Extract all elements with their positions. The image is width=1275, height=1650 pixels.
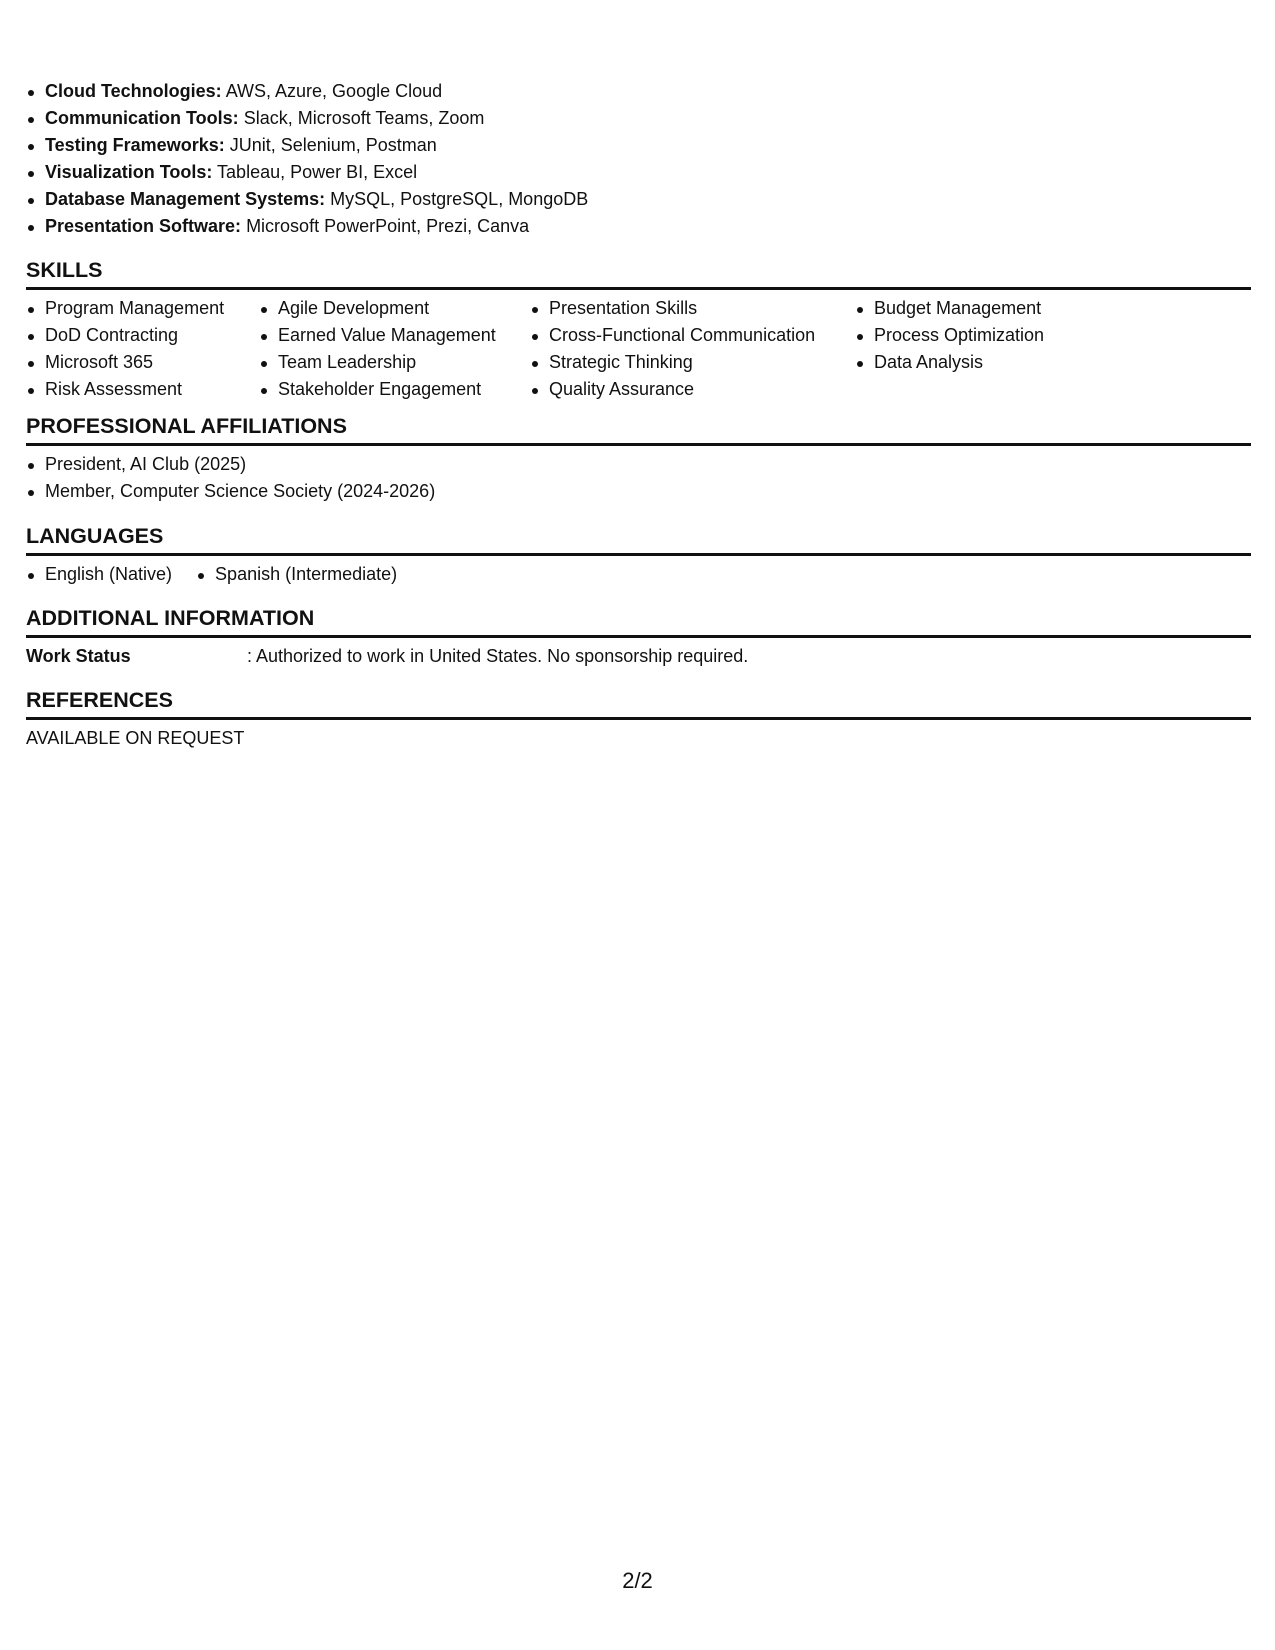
list-item: Cross-Functional Communication	[530, 322, 855, 349]
list-item: Budget Management	[855, 295, 1155, 322]
tool-category-value: Slack, Microsoft Teams, Zoom	[243, 108, 485, 128]
list-item: President, AI Club (2025)	[26, 451, 1251, 478]
work-status-row	[26, 643, 1251, 670]
skills-column	[530, 295, 855, 403]
list-item: DoD Contracting	[26, 322, 259, 349]
list-item	[26, 159, 1251, 186]
skills-section	[26, 257, 1251, 403]
section-divider	[26, 287, 1251, 290]
tool-category-label: Communication Tools:	[45, 108, 239, 128]
tool-category-label: Visualization Tools:	[45, 162, 213, 182]
list-item	[26, 78, 1251, 105]
list-item: Member, Computer Science Society (2024-2026)	[26, 478, 1251, 505]
list-item	[26, 186, 1251, 213]
references-text: AVAILABLE ON REQUEST	[26, 728, 245, 748]
page-number: 2/2	[622, 1568, 653, 1593]
resume-page	[26, 78, 1251, 752]
list-item: Earned Value Management	[259, 322, 530, 349]
languages-list	[26, 561, 1251, 588]
skills-column	[855, 295, 1155, 403]
technical-tools-list	[26, 78, 1251, 240]
skills-column	[259, 295, 530, 403]
tool-category-value: JUnit, Selenium, Postman	[229, 135, 437, 155]
list-item: Process Optimization	[855, 322, 1155, 349]
list-item: Data Analysis	[855, 349, 1155, 376]
references-section	[26, 687, 1251, 752]
list-item: Presentation Skills	[530, 295, 855, 322]
section-divider	[26, 553, 1251, 556]
tool-category-value: Microsoft PowerPoint, Prezi, Canva	[246, 216, 530, 236]
list-item: Stakeholder Engagement	[259, 376, 530, 403]
list-item: English (Native)	[26, 561, 172, 588]
tool-category-label: Presentation Software:	[45, 216, 242, 236]
work-status-label: Work Status	[26, 646, 131, 666]
work-status-value: : Authorized to work in United States. No sponsorship required.	[247, 646, 749, 666]
section-divider	[26, 635, 1251, 638]
section-title-additional-info: ADDITIONAL INFORMATION	[26, 606, 315, 630]
list-item	[26, 105, 1251, 132]
skills-column	[26, 295, 259, 403]
list-item: Quality Assurance	[530, 376, 855, 403]
list-item	[26, 132, 1251, 159]
list-item: Team Leadership	[259, 349, 530, 376]
section-title-languages: LANGUAGES	[26, 524, 164, 548]
list-item	[26, 213, 1251, 240]
list-item: Spanish (Intermediate)	[196, 561, 397, 588]
section-title-affiliations: PROFESSIONAL AFFILIATIONS	[26, 414, 347, 438]
section-title-skills: SKILLS	[26, 258, 103, 282]
list-item: Strategic Thinking	[530, 349, 855, 376]
tool-category-value: Tableau, Power BI, Excel	[217, 162, 418, 182]
list-item: Program Management	[26, 295, 259, 322]
tool-category-label: Cloud Technologies:	[45, 81, 222, 101]
affiliations-section	[26, 413, 1251, 505]
tool-category-label: Testing Frameworks:	[45, 135, 225, 155]
list-item: Microsoft 365	[26, 349, 259, 376]
section-title-references: REFERENCES	[26, 688, 173, 712]
languages-section	[26, 523, 1251, 588]
skills-grid	[26, 295, 1251, 403]
tool-category-value: AWS, Azure, Google Cloud	[225, 81, 443, 101]
tool-category-label: Database Management Systems:	[45, 189, 326, 209]
additional-info-section	[26, 605, 1251, 670]
affiliations-list	[26, 451, 1251, 505]
list-item: Risk Assessment	[26, 376, 259, 403]
section-divider	[26, 443, 1251, 446]
list-item: Agile Development	[259, 295, 530, 322]
section-divider	[26, 717, 1251, 720]
tool-category-value: MySQL, PostgreSQL, MongoDB	[330, 189, 589, 209]
